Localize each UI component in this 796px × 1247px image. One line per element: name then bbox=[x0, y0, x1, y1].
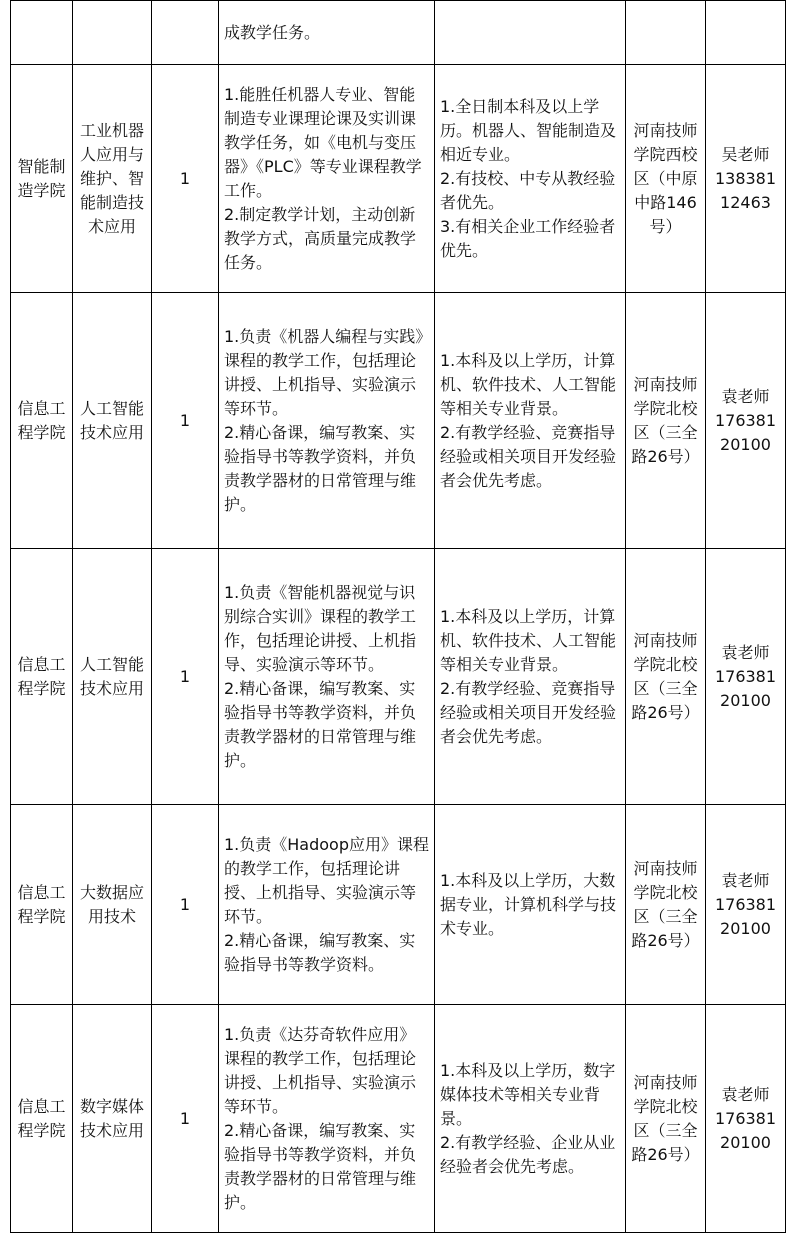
college-cell: 信息工程学院 bbox=[11, 1005, 73, 1233]
requirement-item: 1.本科及以上学历，数字媒体技术等相关专业背景。 bbox=[440, 1060, 616, 1128]
duty-item: 2.制定教学计划，主动创新教学方式，高质量完成教学任务。 bbox=[224, 204, 417, 272]
table-row bbox=[11, 549, 786, 805]
duty-item: 1.能胜任机器人专业、智能制造专业课理论课及实训课教学任务，如《电机与变压器》《PLC》等专业课程教学工作。 bbox=[224, 84, 422, 200]
count-cell: 1 bbox=[152, 1005, 219, 1233]
requirements-cell bbox=[435, 293, 626, 549]
location-cell: 河南技师学院西校区（中原中路146号） bbox=[626, 65, 706, 293]
contact-name: 袁老师 bbox=[721, 1084, 770, 1104]
contact-phone: 17638120100 bbox=[714, 1108, 777, 1152]
count-cell: 1 bbox=[152, 293, 219, 549]
duty-item: 1.负责《智能机器视觉与识别综合实训》课程的教学工作，包括理论讲授、上机指导、实验演示等环节。 bbox=[224, 582, 417, 674]
duties-cell bbox=[219, 805, 435, 1005]
duties-cell bbox=[219, 65, 435, 293]
location-cell: 河南技师学院北校区（三全路26号） bbox=[626, 293, 706, 549]
college-cell: 信息工程学院 bbox=[11, 805, 73, 1005]
location-cell: 河南技师学院北校区（三全路26号） bbox=[626, 805, 706, 1005]
duty-item: 2.精心备课，编写教案、实验指导书等教学资料，并负责教学器材的日常管理与维护。 bbox=[224, 678, 417, 770]
duty-item: 2.精心备课，编写教案、实验指导书等教学资料。 bbox=[224, 930, 416, 974]
duty-item: 2.精心备课，编写教案、实验指导书等教学资料，并负责教学器材的日常管理与维护。 bbox=[224, 422, 417, 514]
contact-cell bbox=[706, 293, 786, 549]
requirements-cell bbox=[435, 549, 626, 805]
duty-item: 成教学任务。 bbox=[224, 22, 321, 42]
requirements-cell bbox=[435, 805, 626, 1005]
duty-item: 1.负责《达芬奇软件应用》课程的教学工作，包括理论讲授、上机指导、实验演示等环节。 bbox=[224, 1024, 417, 1116]
table-row bbox=[11, 1005, 786, 1233]
requirements-cell bbox=[435, 1, 626, 65]
count-cell: 1 bbox=[152, 549, 219, 805]
duty-item: 2.精心备课，编写教案、实验指导书等教学资料，并负责教学器材的日常管理与维护。 bbox=[224, 1120, 417, 1212]
requirement-item: 2.有教学经验、竞赛指导经验或相关项目开发经验者会优先考虑。 bbox=[440, 422, 617, 490]
location-cell: 河南技师学院北校区（三全路26号） bbox=[626, 549, 706, 805]
contact-cell bbox=[706, 65, 786, 293]
requirement-item: 1.本科及以上学历，计算机、软件技术、人工智能等相关专业背景。 bbox=[440, 606, 617, 674]
location-cell bbox=[626, 1, 706, 65]
requirements-cell bbox=[435, 65, 626, 293]
requirements-cell bbox=[435, 1005, 626, 1233]
college-cell: 信息工程学院 bbox=[11, 293, 73, 549]
requirement-item: 1.本科及以上学历，大数据专业，计算机科学与技术专业。 bbox=[440, 870, 617, 938]
duties-cell bbox=[219, 549, 435, 805]
college-cell: 信息工程学院 bbox=[11, 549, 73, 805]
duties-cell bbox=[219, 1, 435, 65]
college-cell bbox=[11, 1, 73, 65]
duties-cell bbox=[219, 1005, 435, 1233]
duties-cell bbox=[219, 293, 435, 549]
contact-phone: 17638120100 bbox=[714, 666, 777, 710]
contact-phone: 17638120100 bbox=[714, 894, 777, 938]
requirement-item: 2.有教学经验、企业从业经验者会优先考虑。 bbox=[440, 1132, 616, 1176]
count-cell bbox=[152, 1, 219, 65]
contact-name: 袁老师 bbox=[721, 870, 770, 890]
count-cell: 1 bbox=[152, 65, 219, 293]
table-row bbox=[11, 1, 786, 65]
duty-item: 1.负责《Hadoop应用》课程的教学工作，包括理论讲授、上机指导、实验演示等环节。 bbox=[224, 834, 429, 926]
contact-cell bbox=[706, 805, 786, 1005]
contact-cell bbox=[706, 549, 786, 805]
duty-item: 1.负责《机器人编程与实践》课程的教学工作，包括理论讲授、上机指导、实验演示等环节。 bbox=[224, 326, 424, 418]
table-row bbox=[11, 293, 786, 549]
contact-phone: 13838112463 bbox=[714, 168, 777, 212]
requirement-item: 2.有教学经验、竞赛指导经验或相关项目开发经验者会优先考虑。 bbox=[440, 678, 617, 746]
major-cell: 大数据应用技术 bbox=[73, 805, 152, 1005]
requirement-item: 2.有技校、中专从教经验者优先。 bbox=[440, 168, 616, 212]
contact-cell bbox=[706, 1, 786, 65]
contact-name: 袁老师 bbox=[721, 642, 770, 662]
count-cell: 1 bbox=[152, 805, 219, 1005]
contact-phone: 17638120100 bbox=[714, 410, 777, 454]
table-row bbox=[11, 805, 786, 1005]
major-cell: 数字媒体技术应用 bbox=[73, 1005, 152, 1233]
major-cell: 工业机器人应用与维护、智能制造技术应用 bbox=[73, 65, 152, 293]
recruitment-table bbox=[10, 0, 786, 1233]
requirement-item: 3.有相关企业工作经验者优先。 bbox=[440, 216, 616, 260]
contact-cell bbox=[706, 1005, 786, 1233]
requirement-item: 1.全日制本科及以上学历。机器人、智能制造及相近专业。 bbox=[440, 96, 617, 164]
major-cell: 人工智能技术应用 bbox=[73, 293, 152, 549]
requirement-item: 1.本科及以上学历，计算机、软件技术、人工智能等相关专业背景。 bbox=[440, 350, 617, 418]
location-cell: 河南技师学院北校区（三全路26号） bbox=[626, 1005, 706, 1233]
major-cell bbox=[73, 1, 152, 65]
table-row bbox=[11, 65, 786, 293]
contact-name: 袁老师 bbox=[721, 386, 770, 406]
contact-name: 吴老师 bbox=[721, 144, 770, 164]
college-cell: 智能制造学院 bbox=[11, 65, 73, 293]
major-cell: 人工智能技术应用 bbox=[73, 549, 152, 805]
